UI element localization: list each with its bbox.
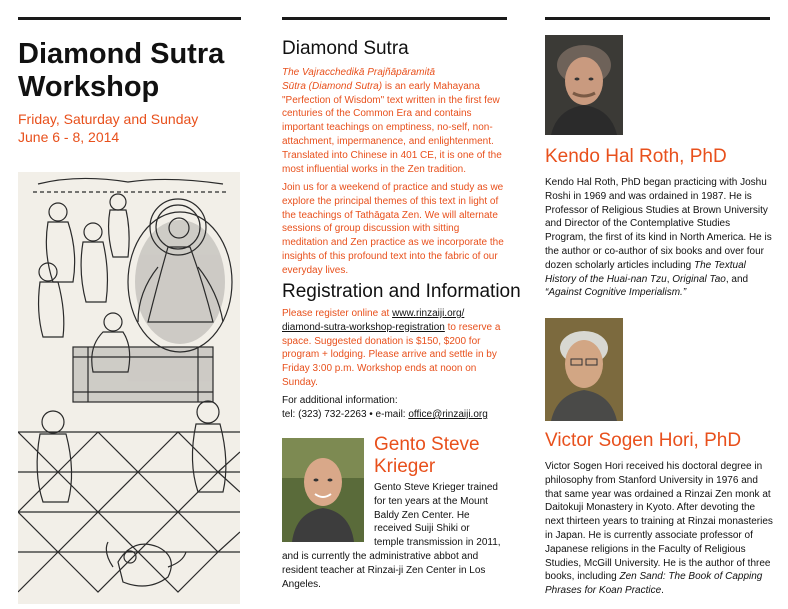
- gento-name-line-2: Krieger: [374, 456, 436, 477]
- woodcut-illustration: [18, 172, 240, 604]
- sutra-name-italic-2: Sūtra (Diamond Sutra): [282, 80, 383, 92]
- top-rule-col3: [545, 17, 770, 20]
- portrait-image: [545, 318, 623, 421]
- kendo-book-1: The Textual History of the Huai-nan Tzu: [545, 259, 746, 285]
- registration-intro-text: Please register online at: [282, 308, 393, 319]
- registration-link-part1[interactable]: www.rinzaiji.org/: [392, 308, 465, 319]
- contact-email-link[interactable]: office@rinzaiji.org: [408, 408, 488, 420]
- date-line-2: June 6 - 8, 2014: [18, 129, 120, 145]
- top-rule-col2: [282, 17, 507, 20]
- hori-bio-text: Victor Sogen Hori received his doctoral degree in philosophy from Stanford University in 1976 and that same year was ordained a Rinzai Zen monk at Daitokuji Monastery in Kyoto. After devoting the next thirteen years to training at Rinzai monasteries in Japan. He is currently associate professor of Japanese religions in the Faculty of Religious Studies, McGill University. He is the author of three books, including: [545, 461, 773, 583]
- contact-line: [282, 408, 507, 422]
- registration-paragraph: [282, 307, 507, 390]
- kendo-sep-2: , and: [725, 273, 749, 285]
- victor-hori-photo: [545, 318, 623, 421]
- registration-link-part2[interactable]: diamond-sutra-workshop-registration: [282, 321, 445, 333]
- contact-info: [282, 394, 507, 422]
- kendo-sep-1: ,: [666, 273, 673, 285]
- diamond-sutra-woodcut-image: [18, 172, 240, 604]
- portrait-image: [545, 35, 623, 135]
- contact-label: For additional information:: [282, 395, 398, 406]
- workshop-dates: [18, 110, 248, 146]
- kendo-bio-paragraph: [545, 176, 773, 300]
- sutra-intro-paragraph: [282, 66, 507, 176]
- gento-bio-line-2: for ten years at the Mount: [374, 495, 488, 507]
- gento-bio-line-5: temple transmission in 2011,: [374, 537, 501, 549]
- hori-bio-paragraph: [545, 460, 773, 598]
- date-line-1: Friday, Saturday and Sunday: [18, 111, 199, 127]
- gento-bio-rest: and is currently the administrative abbot and resident teacher at Rinzai-ji Zen Center in Los Angeles.: [282, 550, 486, 590]
- gento-bio-line-3: Baldy Zen Center. He: [374, 509, 470, 521]
- hori-bio-end: .: [661, 585, 664, 597]
- top-rule-col1: [18, 17, 241, 20]
- kendo-roth-photo: [545, 35, 623, 135]
- gento-name-line-1: Gento Steve: [374, 434, 480, 455]
- sutra-name-italic-1: The Vajracchedikā Prajñāpāramitā: [282, 67, 436, 78]
- contact-phone-text: tel: (323) 732-2263 • e-mail:: [282, 408, 409, 420]
- gento-bio-line-4: received Suiji Shiki or: [374, 523, 470, 535]
- hori-book: Zen Sand: The Book of Capping Phrases for Koan Practice: [545, 571, 763, 597]
- registration-details-text: to reserve a space. Suggested donation is $150, $200 for program + lodging. Please arrive and settle in by Friday 3:00 p.m. Workshop ends at noon on Sunday.: [282, 321, 501, 388]
- kendo-book-3: “Against Cognitive Imperialism.”: [545, 287, 687, 299]
- gento-bio-line-1: Gento Steve Krieger trained: [374, 482, 498, 493]
- gento-bio-paragraph: [282, 481, 507, 591]
- kendo-name-heading: Kendo Hal Roth, PhD: [545, 146, 727, 167]
- kendo-bio-text: Kendo Hal Roth, PhD began practicing with Joshu Roshi in 1969 and was ordained in 1987. He is Professor of Religious Studies at Brown University and Director of the Contemplative Studies Program, the first of its kind in North America. He is the author or co-author of six books and over four dozen scholarly articles including: [545, 177, 772, 271]
- workshop-description-paragraph: Join us for a weekend of practice and study as we explore the principal themes of this text in light of the teachings of Tathāgata Zen. We will alternate sessions of group discussion with sitting meditation and Zen practice as we incorporate the insights of this profound text into the fabric of our everyday lives.: [282, 182, 504, 276]
- workshop-title: Diamond Sutra Workshop: [18, 38, 225, 103]
- hori-name-heading: Victor Sogen Hori, PhD: [545, 430, 742, 451]
- kendo-book-2: Original Tao: [672, 273, 726, 285]
- sutra-intro-text: is an early Mahayana "Perfection of Wisdom" text written in the first few centuries of the Common Era and contains important teachings on emptiness, no-self, non-attachment, impermanence, and enlightenment. Translated into Chinese in 401 CE, it is one of the most influential works in the Zen tradition.: [282, 80, 502, 175]
- registration-heading: Registration and Information: [282, 281, 521, 302]
- diamond-sutra-heading: Diamond Sutra: [282, 38, 409, 59]
- gento-name-heading: [374, 434, 514, 478]
